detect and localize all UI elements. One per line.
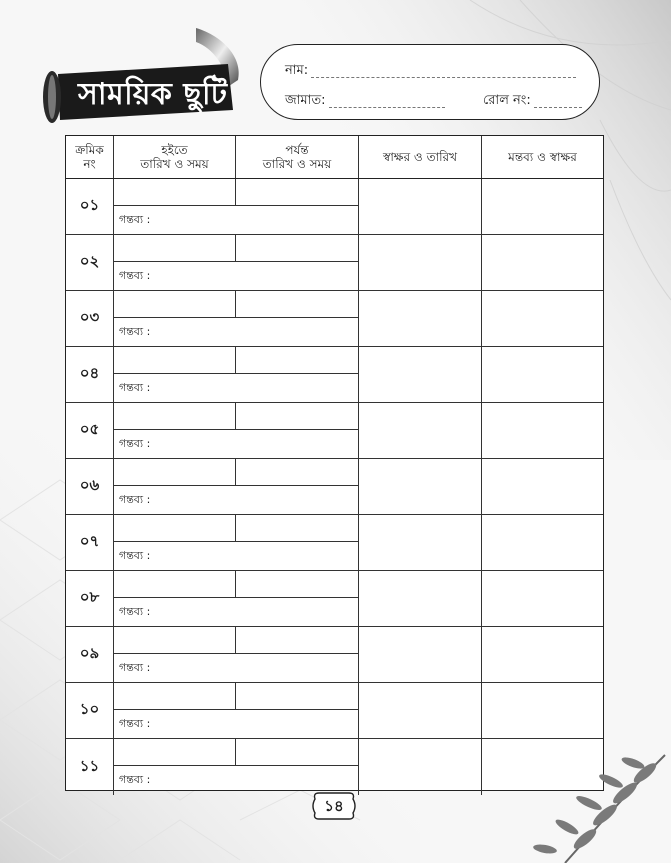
destination-label: গন্তব্য :	[119, 437, 151, 450]
signature-date-field[interactable]	[359, 179, 482, 234]
destination-field[interactable]	[114, 710, 359, 739]
serial-number: ১১	[66, 739, 114, 795]
destination-field[interactable]	[114, 598, 359, 627]
remarks-signature-field[interactable]	[482, 627, 603, 682]
serial-number: ০২	[66, 235, 114, 290]
to-datetime-field[interactable]	[236, 291, 359, 318]
header-from	[114, 136, 236, 178]
from-datetime-field[interactable]	[114, 739, 236, 766]
from-datetime-field[interactable]	[114, 291, 236, 318]
destination-label: গন্তব্য :	[119, 213, 151, 226]
header-serial	[66, 136, 114, 178]
destination-label: গন্তব্য :	[119, 605, 151, 618]
to-datetime-field[interactable]	[236, 459, 359, 486]
table-row	[66, 459, 603, 515]
to-datetime-field[interactable]	[236, 739, 359, 766]
serial-number: ০৬	[66, 459, 114, 514]
signature-date-field[interactable]	[359, 627, 482, 682]
remarks-signature-field[interactable]	[482, 291, 603, 346]
header-to-line2: তারিখ ও সময়	[262, 157, 332, 171]
signature-date-field[interactable]	[359, 459, 482, 514]
serial-number: ০৩	[66, 291, 114, 346]
remarks-signature-field[interactable]	[482, 459, 603, 514]
serial-number: ০৪	[66, 347, 114, 402]
header-signature-date-text: স্বাক্ষর ও তারিখ	[383, 150, 457, 164]
remarks-signature-field[interactable]	[482, 571, 603, 626]
destination-field[interactable]	[114, 486, 359, 515]
from-datetime-field[interactable]	[114, 683, 236, 710]
destination-field[interactable]	[114, 654, 359, 683]
serial-number: ০৯	[66, 627, 114, 682]
from-datetime-field[interactable]	[114, 459, 236, 486]
to-datetime-field[interactable]	[236, 515, 359, 542]
table-row	[66, 179, 603, 235]
header-remarks-text: মন্তব্য ও স্বাক্ষর	[508, 150, 577, 164]
name-label: নাম:	[285, 63, 309, 78]
table-row	[66, 571, 603, 627]
destination-field[interactable]	[114, 262, 359, 291]
table-row	[66, 627, 603, 683]
from-datetime-field[interactable]	[114, 179, 236, 206]
table-row	[66, 291, 603, 347]
remarks-signature-field[interactable]	[482, 347, 603, 402]
table-row	[66, 515, 603, 571]
destination-field[interactable]	[114, 206, 359, 235]
table-row	[66, 683, 603, 739]
remarks-signature-field[interactable]	[482, 235, 603, 290]
header-remarks-signature	[482, 136, 603, 178]
destination-label: গন্তব্য :	[119, 325, 151, 338]
to-datetime-field[interactable]	[236, 683, 359, 710]
signature-date-field[interactable]	[359, 291, 482, 346]
roll-field[interactable]	[534, 106, 582, 108]
destination-label: গন্তব্য :	[119, 269, 151, 282]
signature-date-field[interactable]	[359, 571, 482, 626]
destination-field[interactable]	[114, 542, 359, 571]
to-datetime-field[interactable]	[236, 347, 359, 374]
destination-label: গন্তব্য :	[119, 661, 151, 674]
to-datetime-field[interactable]	[236, 571, 359, 598]
from-datetime-field[interactable]	[114, 403, 236, 430]
to-datetime-field[interactable]	[236, 179, 359, 206]
from-datetime-field[interactable]	[114, 347, 236, 374]
roll-row	[483, 91, 593, 112]
roll-label: রোল নং:	[483, 93, 531, 108]
leave-record-table	[65, 135, 604, 791]
destination-field[interactable]	[114, 318, 359, 347]
destination-label: গন্তব্য :	[119, 773, 151, 786]
header-to	[236, 136, 359, 178]
page-number: ১৪	[324, 797, 344, 815]
remarks-signature-field[interactable]	[482, 515, 603, 570]
remarks-signature-field[interactable]	[482, 683, 603, 738]
to-datetime-field[interactable]	[236, 627, 359, 654]
table-row	[66, 235, 603, 291]
to-datetime-field[interactable]	[236, 403, 359, 430]
header-from-line2: তারিখ ও সময়	[140, 157, 209, 171]
destination-label: গন্তব্য :	[119, 381, 151, 394]
remarks-signature-field[interactable]	[482, 179, 603, 234]
destination-label: গন্তব্য :	[119, 493, 151, 506]
serial-number: ১০	[66, 683, 114, 738]
from-datetime-field[interactable]	[114, 571, 236, 598]
serial-number: ০৮	[66, 571, 114, 626]
leaf-decoration	[505, 745, 671, 863]
signature-date-field[interactable]	[359, 235, 482, 290]
destination-field[interactable]	[114, 430, 359, 459]
remarks-signature-field[interactable]	[482, 403, 603, 458]
from-datetime-field[interactable]	[114, 235, 236, 262]
from-datetime-field[interactable]	[114, 627, 236, 654]
name-field[interactable]	[311, 76, 576, 78]
destination-label: গন্তব্য :	[119, 717, 151, 730]
destination-field[interactable]	[114, 374, 359, 403]
header-signature-date	[359, 136, 482, 178]
signature-date-field[interactable]	[359, 515, 482, 570]
serial-number: ০৫	[66, 403, 114, 458]
to-datetime-field[interactable]	[236, 235, 359, 262]
header-serial-line1: ক্রমিক	[75, 143, 104, 157]
signature-date-field[interactable]	[359, 683, 482, 738]
class-row	[285, 91, 445, 112]
class-label: জামাত:	[285, 93, 326, 108]
destination-label: গন্তব্য :	[119, 549, 151, 562]
signature-date-field[interactable]	[359, 403, 482, 458]
table-row	[66, 403, 603, 459]
from-datetime-field[interactable]	[114, 515, 236, 542]
signature-date-field[interactable]	[359, 347, 482, 402]
header-to-line1: পর্যন্ত	[285, 143, 309, 157]
signature-date-field[interactable]	[359, 739, 482, 795]
serial-number: ০১	[66, 179, 114, 234]
header-serial-line2: নং	[83, 157, 96, 171]
table-row	[66, 347, 603, 403]
class-field[interactable]	[329, 106, 445, 108]
page-title: সাময়িক ছুটি	[78, 77, 228, 112]
header-from-line1: হইতে	[161, 143, 188, 157]
serial-number: ০৭	[66, 515, 114, 570]
student-info-box	[260, 44, 600, 120]
name-row	[285, 61, 585, 82]
